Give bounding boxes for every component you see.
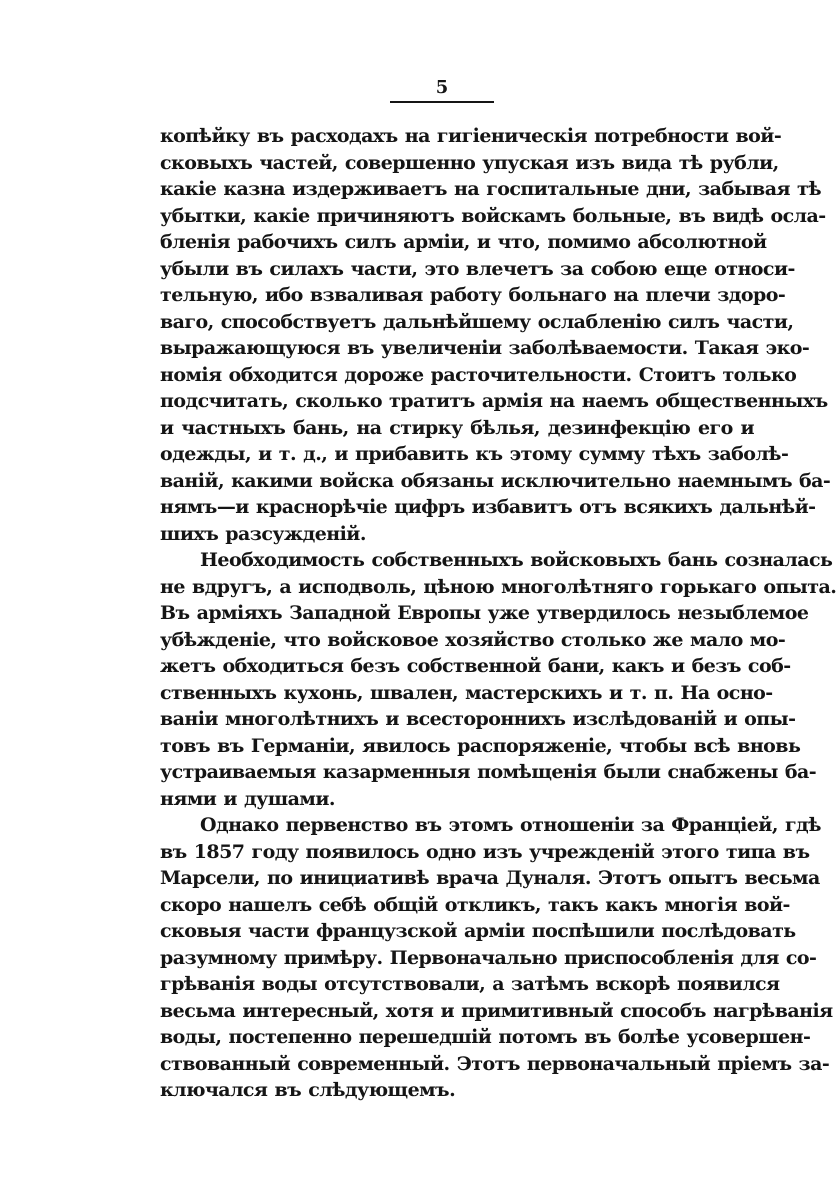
text-line: ственныхъ кухонь, швален, мастерскихъ и т. п. На осно- — [160, 681, 773, 704]
header-rule — [390, 101, 494, 103]
text-line: воды, постепенно перешедшій потомъ въ болѣе усовершен- — [160, 1026, 811, 1048]
text-line: Необходимость собственныхъ войсковыхъ бань созналась — [200, 549, 833, 571]
text-line: шихъ разсужденій. — [160, 522, 366, 545]
text-line: ваніи многолѣтнихъ и всестороннихъ изслѣдованій и опы- — [160, 708, 796, 730]
text-line: номія обходится дороже расточительности. Стоитъ только — [160, 363, 797, 386]
text-line: грѣванія воды отсутствовали, а затѣмъ вскорѣ появился — [160, 973, 780, 995]
text-line: сковыхъ частей, совершенно упуская изъ вида тѣ рубли, — [160, 151, 779, 174]
text-line: Въ арміяхъ Западной Европы уже утвердилось незыблемое — [160, 602, 809, 624]
text-line: жетъ обходиться безъ собственной бани, какъ и безъ соб- — [160, 655, 791, 677]
text-line: разумному примѣру. Первоначально приспособленія для со- — [160, 946, 817, 969]
text-line: нями и душами. — [160, 787, 335, 810]
text-line: сковыя части французской арміи поспѣшили послѣдовать — [160, 920, 796, 942]
text-line: ствованный современный. Этотъ первоначальный пріемъ за- — [160, 1052, 830, 1075]
text-line: товъ въ Германіи, явилось распоряженіе, чтобы всѣ вновь — [160, 734, 801, 757]
text-line: и частныхъ бань, на стирку бѣлья, дезинфекцію его и — [160, 416, 754, 439]
text-line: бленія рабочихъ силъ арміи, и что, помимо абсолютной — [160, 231, 767, 253]
text-line: ключался въ слѣдующемъ. — [160, 1079, 456, 1101]
text-line: Однако первенство въ этомъ отношеніи за Франціей, гдѣ — [200, 814, 821, 836]
text-line: подсчитать, сколько тратитъ армія на наемъ общественныхъ — [160, 390, 828, 412]
text-line: ваній, какими войска обязаны исключительно наемнымъ ба- — [160, 469, 831, 492]
text-line: въ 1857 году появилось одно изъ учрежденій этого типа въ — [160, 840, 810, 863]
text-line: не вдругъ, а исподволь, цѣною многолѣтняго горькаго опыта. — [160, 575, 837, 598]
text-line: убыли въ силахъ части, это влечетъ за собою еще относи- — [160, 257, 795, 280]
text-line: убѣжденіе, что войсковое хозяйство столько же мало мо- — [160, 628, 786, 651]
body-text — [160, 123, 837, 1104]
text-line: весьма интересный, хотя и примитивный способъ нагрѣванія — [160, 999, 833, 1022]
text-line: копѣйку въ расходахъ на гигіеническія потребности вой- — [160, 125, 782, 147]
text-line: выражающуюся въ увеличеніи заболѣваемости. Такая эко- — [160, 337, 810, 359]
text-line: убытки, какіе причиняютъ войскамъ больные, въ видѣ осла- — [160, 204, 826, 227]
text-line: одежды, и т. д., и прибавить къ этому сумму тѣхъ заболѣ- — [160, 443, 789, 465]
text-line: тельную, ибо взваливая работу больнаго на плечи здоро- — [160, 284, 786, 306]
text-line: скоро нашелъ себѣ общій откликъ, такъ какъ многія вой- — [160, 893, 790, 916]
text-line: нямъ—и краснорѣчіе цифръ избавитъ отъ всякихъ дальнѣй- — [160, 496, 816, 518]
text-line: устраиваемыя казарменныя помѣщенія были снабжены ба- — [160, 761, 817, 783]
text-line: Марсели, по инициативѣ врача Дуналя. Этотъ опытъ весьма — [160, 867, 820, 889]
text-line: ваго, способствуетъ дальнѣйшему ослабленію силъ части, — [160, 310, 794, 333]
page-number: 5 — [435, 77, 449, 98]
text-line: какіе казна издерживаетъ на госпитальные дни, забывая тѣ — [160, 178, 822, 200]
